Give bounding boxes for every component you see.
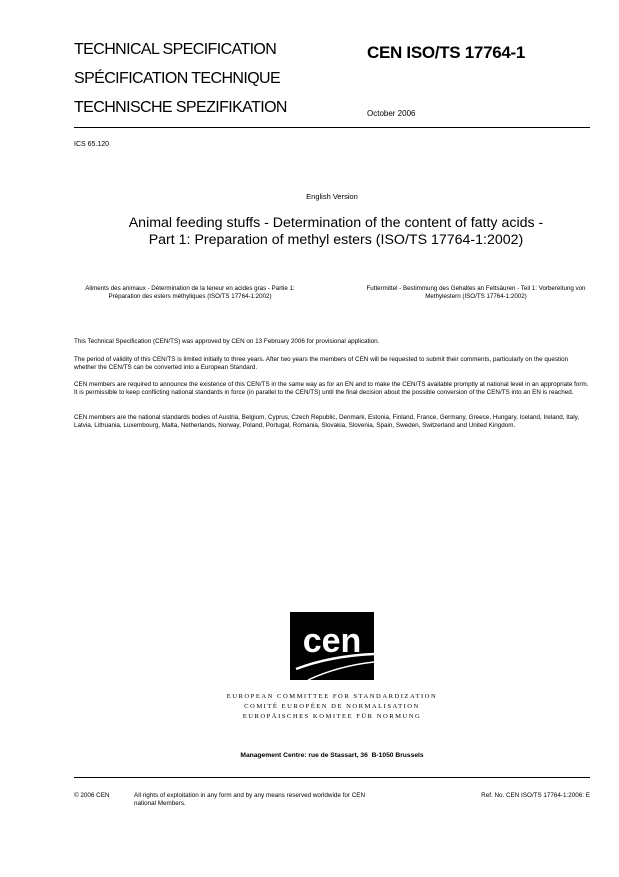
title-french: Aliments des animaux - Détermination de la teneur en acides gras - Partie 1: Préparation des esters méthyliques (ISO/TS 17764-1:2002) <box>85 285 295 300</box>
footer-rule <box>74 777 590 778</box>
validity-paragraph: The period of validity of this CEN/TS is limited initially to three years. After two years the members of CEN will be requested to submit their comments, particularly on the question whether the CEN/TS can be converted into a European Standard. <box>74 356 569 371</box>
document-title: Animal feeding stuffs - Determination of the content of fatty acids - Part 1: Preparation of methyl esters (ISO/TS 17764-1:2002) <box>128 215 544 248</box>
approval-paragraph: This Technical Specification (CEN/TS) was approved by CEN on 13 February 2006 for provisional application. <box>74 338 380 345</box>
title-german: Futtermittel - Bestimmung des Gehaltes an Fettsäuren - Teil 1: Vorbereitung von Methylestern (ISO/TS 17764-1:2002) <box>366 285 586 300</box>
cen-logo-wordmark: cen <box>302 622 362 660</box>
management-centre: Management Centre: rue de Stassart, 36 B-1050 Brussels <box>240 752 424 759</box>
committee-de: EUROPÄISCHES KOMITEE FÜR NORMUNG <box>242 713 422 720</box>
ics-code: ICS 65.120 <box>74 141 110 148</box>
rights-statement: All rights of exploitation in any form and by any means reserved worldwide for CEN national Members. <box>134 792 365 807</box>
publication-date: October 2006 <box>367 109 416 118</box>
cen-logo-graphic <box>290 612 374 680</box>
version-label: English Version <box>306 192 358 201</box>
spec-title-en: TECHNICAL SPECIFICATION <box>74 41 277 58</box>
spec-title-fr: SPÉCIFICATION TECHNIQUE <box>74 70 281 87</box>
reference-number: Ref. No. CEN ISO/TS 17764-1:2006: E <box>481 792 590 799</box>
announcement-paragraph: CEN members are required to announce the existence of this CEN/TS in the same way as for an EN and to make the CEN/TS available promptly at national level in an appropriate form. It is permissible to keep conflicting national standards in force (in parallel to the CEN/TS) until the final decision about the possible conversion of the CEN/TS into an EN is reached. <box>74 381 589 396</box>
copyright: © 2006 CEN <box>74 792 110 799</box>
spec-title-de: TECHNISCHE SPEZIFIKATION <box>74 99 287 116</box>
committee-en: EUROPEAN COMMITTEE FOR STANDARDIZATION <box>226 693 438 700</box>
document-number: CEN ISO/TS 17764-1 <box>367 43 526 62</box>
cen-logo <box>290 612 374 680</box>
committee-fr: COMITÉ EUROPÉEN DE NORMALISATION <box>244 703 420 710</box>
header-rule <box>74 127 590 128</box>
members-paragraph: CEN members are the national standards bodies of Austria, Belgium, Cyprus, Czech Republic, Denmark, Estonia, Finland, France, Germany, Greece, Hungary, Iceland, Ireland, Italy, Latvia, Lithuania, Luxembourg, Malta, Netherlands, Norway, Poland, Portugal, Romania, Slovakia, Slovenia, Spain, Sweden, Switzerland and United Kingdom. <box>74 414 580 429</box>
